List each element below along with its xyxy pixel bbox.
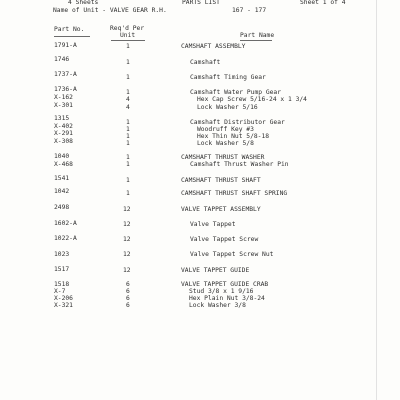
quantity: 12: [123, 267, 131, 274]
part-name: CAMSHAFT THRUST WASHER: [181, 154, 265, 161]
quantity: 4: [126, 96, 130, 103]
quantity: 1: [126, 177, 130, 184]
part-name: Lock Washer 3/8: [189, 302, 246, 309]
part-number: 1541: [54, 175, 70, 182]
quantity: 1: [126, 59, 130, 66]
part-number: X-321: [54, 302, 73, 309]
quantity: 1: [126, 119, 130, 126]
quantity: 4: [126, 104, 130, 111]
part-number: 2498: [54, 204, 70, 211]
quantity: 1: [126, 161, 130, 168]
quantity: 1: [126, 126, 130, 133]
part-number: X-7: [54, 288, 66, 295]
part-name: Stud 3/8 x 1 9/16: [189, 288, 254, 295]
page-edge-shadow: [376, 0, 377, 400]
part-name: VALVE TAPPET GUIDE: [181, 267, 250, 274]
part-name: Camshaft Water Pump Gear: [190, 89, 281, 96]
part-name: Hex Cap Screw 5/16-24 x 1 3/4: [197, 96, 307, 103]
quantity: 1: [126, 133, 130, 140]
part-number: X-468: [54, 161, 73, 168]
part-name: Lock Washer 5/8: [197, 140, 254, 147]
quantity: 6: [126, 281, 130, 288]
part-name: Woodruff Key #3: [197, 126, 254, 133]
part-name: Valve Tappet Screw: [190, 236, 259, 243]
column-header-reqd-line2: Unit: [120, 32, 136, 39]
reqd-underline: [111, 40, 145, 41]
part-name: Valve Tappet: [190, 221, 236, 228]
part-number: 1023: [54, 251, 70, 258]
part-name: CAMSHAFT THRUST SHAFT SPRING: [181, 190, 288, 197]
part-number: X-162: [54, 94, 73, 101]
part-number: X-301: [54, 102, 73, 109]
column-header-reqd-line1: Req'd Per: [110, 25, 145, 32]
column-header-part-name: Part Name: [240, 32, 275, 39]
part-no-underline: [54, 36, 90, 37]
part-number: X-308: [54, 138, 73, 145]
part-number: 1517: [54, 266, 70, 273]
quantity: 12: [123, 251, 131, 258]
part-name: Lock Washer 5/16: [197, 104, 258, 111]
part-name: Hex Plain Nut 3/8-24: [189, 295, 265, 302]
part-name: Valve Tappet Screw Nut: [190, 251, 274, 258]
part-number: 1040: [54, 153, 70, 160]
part-name: Camshaft Timing Gear: [190, 74, 266, 81]
part-number: 1042: [54, 188, 70, 195]
quantity: 1: [126, 154, 130, 161]
quantity: 6: [126, 302, 130, 309]
sheet-count: 4 Sheets: [68, 0, 99, 6]
quantity: 12: [123, 221, 131, 228]
part-number: 1518: [54, 281, 70, 288]
part-name: CAMSHAFT ASSEMBLY: [181, 43, 246, 50]
part-number: 1736-A: [54, 86, 77, 93]
part-number: 1791-A: [54, 42, 77, 49]
unit-name: Name of Unit - VALVE GEAR R.H.: [53, 7, 167, 14]
quantity: 12: [123, 206, 131, 213]
part-name: VALVE TAPPET GUIDE CRAB: [181, 281, 269, 288]
quantity: 1: [126, 74, 130, 81]
part-name: Camshaft Distributor Gear: [190, 119, 285, 126]
quantity: 1: [126, 140, 130, 147]
unit-range: 167 - 177: [232, 7, 267, 14]
part-number: X-402: [54, 123, 73, 130]
part-name: VALVE TAPPET ASSEMBLY: [181, 206, 261, 213]
quantity: 12: [123, 236, 131, 243]
part-name: CAMSHAFT THRUST SHAFT: [181, 177, 261, 184]
part-number: 1315: [54, 115, 70, 122]
quantity: 6: [126, 295, 130, 302]
part-name: Hex Thin Nut 5/8-18: [197, 133, 270, 140]
part-number: X-291: [54, 130, 73, 137]
part-number: X-206: [54, 295, 73, 302]
part-name: Camshaft Thrust Washer Pin: [190, 161, 289, 168]
quantity: 6: [126, 288, 130, 295]
part-number: 1737-A: [54, 71, 77, 78]
quantity: 1: [126, 89, 130, 96]
part-number: 1602-A: [54, 220, 77, 227]
part-name-underline: [240, 40, 272, 41]
column-header-part-no: Part No.: [54, 26, 85, 33]
document-title: PARTS LIST: [182, 0, 220, 6]
part-name: Camshaft: [190, 59, 221, 66]
part-number: 1022-A: [54, 235, 77, 242]
quantity: 1: [126, 43, 130, 50]
part-number: 1746: [54, 56, 70, 63]
sheet-number: Sheet 1 of 4: [300, 0, 346, 6]
quantity: 1: [126, 190, 130, 197]
